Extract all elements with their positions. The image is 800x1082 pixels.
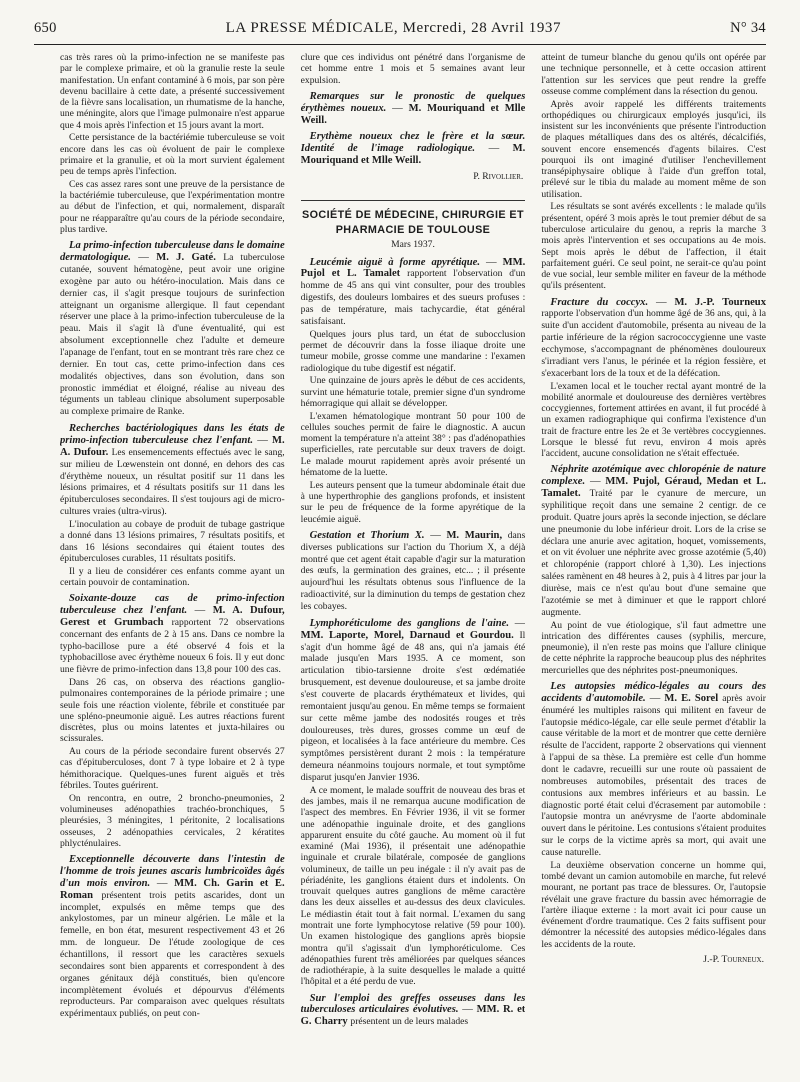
article-heading: Néphrite azotémique avec chloropénie de nature complexe. — MM. Pujol, Géraud, Medan et L. Tamalet. Traité par le cyanure de mercure, un syphilitique reçoit dans une semaine 2 centigr. de ce produit. Quatre jours après la seconde injection, se déclare une pneumonie du lobe inférieur droit. Lors de la crise se déclara une anurie avec agitation, hoquet, vomissements, et on vit évoluer une néphrite avec grosse azotémie (5,40) et chloropénie (rapport chloré à 1,30). Les injections salées ramènent en 48 heures à 2, puis à 4 litres par jour la diurèse, mais ce n'est qu'au bout d'une semaine que l'azotémie se met à diminuer et que le rapport chloré augmente.	[541, 464, 766, 618]
paragraph: Les résultats se sont avérés excellents : le malade qu'ils présentent, opéré 3 mois après le tout premier début de sa tuberculose articulaire du genou, a repris la marche 3 mois après l'intervention et ses occupations au 4e mois. Sept mois après le début de l'affection, il était parfaitement guéri. Ce seul point, ne serait-ce qu'au point de vue social, leur semble militer en faveur de la méthode qu'ils présentent.	[541, 201, 766, 292]
article-text: dans diverses publications sur l'action du Thorium X, a déjà montré que cet agent était capable d'agir sur la maturation des œufs, la germination des graines, etc... ; il présente aujourd'hui les résultats obtenus sous l'influence de la radioactivité, sur la diminution du temps de gestation chez les cobayes.	[300, 529, 526, 612]
article-author: MM. R. et G. Charry	[300, 1004, 526, 1028]
article-title: Lymphoréticulome des ganglions de l'aine.	[309, 617, 509, 629]
paragraph: Ces cas assez rares sont une preuve de la persistance de la bactériémie tuberculeuse, que l'expérimentation montre au début de l'infection, et qui, normalement, disparaît pour ne réapparaître qu'au cours de la période secondaire, plus tardive.	[60, 178, 285, 235]
paragraph: Quelques jours plus tard, un état de subocclusion permet de découvrir dans la fosse iliaque droite une tumeur mobile, grosse comme une mandarine : l'examen radiologique du tube digestif est négatif.	[300, 328, 526, 374]
article-heading: Leucémie aiguë à forme apyrétique. — MM. Pujol et L. Tamalet rapportent l'observation d'un homme de 45 ans qui vint consulter, pour des troubles digestifs, des douleurs lombaires et des sueurs profuses : pas de température, mais tachycardie, état général satisfaisant.	[300, 256, 526, 327]
society-title: SOCIÉTÉ DE MÉDECINE, CHIRURGIE ET PHARMACIE DE TOULOUSE	[301, 200, 526, 237]
article-heading: Sur l'emploi des greffes osseuses dans les tuberculoses articulaires évolutives. — MM. R. et G. Charry présentent un de leurs malades	[300, 992, 526, 1028]
article-title: Les autopsies médico-légales au cours des accidents d'automobile.	[541, 680, 766, 704]
article-text: après avoir énuméré les multiples raisons qui militent en faveur de l'autopsie médico-légale, car elle seule permet d'établir la cause véritable de la mort et de montrer que cette dernière résulte de l'accident, rapporte 2 observations qui viennent à l'appui de sa thèse. La première est celle d'un homme dont le cadavre, recueilli sur une route où passaient de nombreuses automobiles, présentait des traces de contusions aux membres inférieurs et au bassin. Le diagnostic porté était celui d'écrasement par automobile : l'autopsie montra un anévrysme de l'aorte abdominale ouvert dans le péritoine. Les contusions s'étaient produites sur le corps de la victime après sa mort, qui avait une cause naturelle.	[541, 692, 766, 858]
article-heading: La primo-infection tuberculeuse dans le domaine dermatologique. — M. J. Gaté. La tuberculose cutanée, souvent hématogène, peut avoir une origine exogène par auto ou hétéro-inoculation. Mais dans ce dernier cas, il s'agit presque toujours de surinfection atteignant un organisme allergique. Il faut cependant réserver une place à la primo-infection tuberculeuse de la peau. Mais il s'agit là d'une éventualité, qui est absolument exceptionnelle chez l'adulte et demeure l'apanage de l'enfant, tout en se montrant très rare chez ce dernier. En tout cas, cette primo-infection dans ces modalités objectives, dans son évolution, dans son pronostic immédiat et éloigné, réalise au niveau des téguments un tableau clinique absolument superposable au complexe primaire de Ranke.	[60, 240, 285, 418]
signature: J.-P. Tourneux.	[703, 953, 764, 965]
article-author: M. Maurin,	[446, 529, 503, 541]
article-heading: Soixante-douze cas de primo-infection tuberculeuse chez l'enfant. — M. A. Dufour, Gerest et Grumbach rapportent 72 observations concernant des enfants de 2 à 15 ans. Dans ce nombre la typho-bacillose pure a été observé 4 fois et la typhobacillose avec érythème noueux 6 fois. Il y eut donc une fièvre de primo-infection dans 13,8 pour 100 des cas.	[60, 593, 285, 676]
article-heading: Lymphoréticulome des ganglions de l'aine. — MM. Laporte, Morel, Darnaud et Gourdou. Il s'agit d'un homme âgé de 48 ans, qui n'a jamais été malade jusqu'en Mars 1935. A ce moment, son articulation tibio-tarsienne droite s'est œdématiée brusquement, est devenue douloureuse, et sa jambe droite s'est couverte de placards érythémateux et livides, qui remontaient jusqu'au genou. En même temps se formaient sur cette même jambe des nodosités rouges et très douloureuses, très dures, grosses comme un œuf de pigeon, et localisées à la face antérieure du membre. Ces symptômes persistèrent durant 2 mois : la température demeura néanmoins toujours normale, et tout symptôme disparut jusqu'en Janvier 1936.	[300, 617, 526, 783]
article-text: La tuberculose cutanée, souvent hématogène, peut avoir une origine exogène par auto ou hétéro-inoculation. Mais dans ce dernier cas, il s'agit presque toujours de surinfection atteignant un organisme allergique. Il faut cependant réserver une place à la primo-infection tuberculeuse de la peau. Mais il s'agit là d'une éventualité, qui est absolument exceptionnelle chez l'adulte et demeure l'apanage de l'enfant, tout en se montrant très rare chez ce dernier. En tout cas, cette primo-infection dans ces modalités objectives, dans son évolution, dans son pronostic immédiat et éloigné, réalise au niveau des téguments un tableau clinique absolument superposable au complexe primaire de Ranke.	[60, 252, 285, 418]
article-title: Néphrite azotémique avec chloropénie de nature complexe.	[541, 464, 766, 488]
article-author: MM. Laporte, Morel, Darnaud et Gourdou.	[300, 629, 514, 641]
article-author: M. J. Gaté.	[156, 252, 216, 264]
paragraph: Après avoir rappelé les différents traitements orthopédiques ou chirurgicaux employés jusqu'ici, ils insistent sur les inconvénients que présente l'introduction de plaques métalliques dans des os altérés, décalcifiés, souvent encore ensemencés d'agents bilaires. C'est pourquoi ils ont imaginé d'utiliser l'enchevillement transépiphysaire oblique à l'aide d'un greffon total, prélevé sur le tibia du malade au moment même de son utilisation.	[541, 98, 766, 200]
article-author: M. E. Sorel	[664, 692, 719, 704]
article-text: rapportent l'observation d'un homme de 45 ans qui vint consulter, pour des troubles digestifs, des douleurs lombaires et des sueurs profuses : pas de température, mais tachycardie, état général satisfaisant.	[300, 268, 526, 327]
article-heading: Exceptionnelle découverte dans l'intestin de l'homme de trois jeunes ascaris lumbricoïdes âgés d'un mois environ. — MM. Ch. Garin et E. Roman présentent trois petits ascarides, dont un incomplet, expulsés en même temps que des ankylostomes, par un mineur algérien. Le mâle et la femelle, en bon état, mesurent respectivement 43 et 26 mm. de longueur. De l'étude zoologique de ces échantillons, il ressort que les caractères sexuels secondaires sont bien apparents et correspondent à des organes génitaux déjà constitués, bien qu'encore incomplètement évolués et dépourvus d'éléments reproducteurs. Par comparaison avec quelques résultats expérimentaux publiés, on peut con-	[60, 854, 285, 1020]
article-author: M. Mouriquand et Mlle Weill.	[300, 102, 526, 126]
paragraph: Au cours de la période secondaire furent observés 27 cas d'épituberculoses, dont 7 à type lobaire et 2 à type hémithoracique. Quelques-unes furent aiguës et très fébriles. Toutes guérirent.	[60, 746, 285, 792]
article-heading: Remarques sur le pronostic de quelques érythèmes noueux. — M. Mouriquand et Mlle Weill.	[300, 90, 526, 126]
article-author: M. A. Dufour.	[60, 435, 285, 458]
column-2	[301, 52, 526, 1060]
paragraph: Il y a lieu de considérer ces enfants comme ayant un certain pouvoir de contamination.	[60, 565, 285, 588]
article-title: Sur l'emploi des greffes osseuses dans les tuberculoses articulaires évolutives.	[300, 992, 526, 1016]
paragraph: Une quinzaine de jours après le début de ces accidents, survint une hématurie totale, premier signe d'un syndrome hémorragique qui allait se développer.	[300, 375, 526, 409]
article-text: Traité par le cyanure de mercure, un syphilitique reçoit dans une semaine 2 centigr. de ce produit. Quatre jours après la seconde injection, se déclare une pneumonie du lobe inférieur droit. Lors de la crise se déclara une anurie avec agitation, hoquet, vomissements, et on vit évoluer une néphrite avec grosse azotémie (5,40) et chloropénie (rapport chloré à 1,30). Les injections salées ramènent en 48 heures à 2, puis à 4 litres par jour la diurèse, mais ce n'est qu'au bout d'une semaine que l'azotémie se met à diminuer et que le rapport chloré augmente.	[541, 488, 766, 618]
text-columns	[60, 52, 766, 1060]
paragraph: La deuxième observation concerne un homme qui, tombé devant un camion automobile en marche, fut relevé mourant, ne portant pas trace de blessures. Or, l'autopsie révélait une grave fracture du bassin avec hémorragie de l'artère iliaque externe : la mort avait ici pour cause un événement d'ordre traumatique. Ces 2 faits suffisent pour démontrer la nécessité des autopsies médico-légales dans les accidents de la route.	[541, 859, 766, 950]
article-author: M. A. Dufour, Gerest et Grumbach	[60, 604, 285, 628]
article-title: Recherches bactériologiques dans les états de primo-infection tuberculeuse chez l'enfant.	[60, 423, 285, 446]
article-text: Les ensemencements effectués avec le sang, sur milieu de Lœwenstein ont donné, en dehors des cas d'érythème noueux, un résultat positif sur 11 dans les lésions primaires, et 4 résultats positifs sur 11 dans les épituberculoses secondaires. Il s'est toujours agi de micro-cultures vraies (ultra-virus).	[60, 446, 285, 518]
article-heading: Fracture du coccyx. — M. J.-P. Tourneux rapporte l'observation d'un homme âgé de 36 ans, qui, à la suite d'un accident d'automobile, présenta au niveau de la partie inférieure de la région sacrococcygienne une vaste ecchymose, s'accompagnant de phénomènes douloureux s'irradiant vers l'anus, le périnée et la région fessière, et s'exacerbant lors de la toux et de la défécation.	[541, 296, 766, 379]
paragraph: cas très rares où la primo-infection ne se manifeste pas par le complexe primaire, et où la granulie reste la seule manifestation. Un enfant contaminé à 6 mois, par son père devenu bacillaire à cette date, a présenté successivement de la fièvre sans localisation, un rhumatisme de la hanche, une méningite, alors que l'image pulmonaire n'est apparue que 4 mois après l'infection et 15 jours avant la mort.	[60, 52, 285, 131]
society-date: Mars 1937.	[391, 239, 435, 251]
article-heading: Gestation et Thorium X. — M. Maurin, dans diverses publications sur l'action du Thorium X, a déjà montré que cet agent était capable d'agir sur la maturation des œufs, la germination des graines, etc... ; il présente aujourd'hui les résultats obtenus sous l'influence de la radioactivité, sur la diminution du temps de gestation chez les cobayes.	[300, 529, 526, 612]
article-title: Exceptionnelle découverte dans l'intestin de l'homme de trois jeunes ascaris lumbricoïdes âgés d'un mois environ.	[60, 854, 285, 889]
article-title: Leucémie aiguë à forme apyrétique.	[309, 256, 480, 268]
issue-number: N° 34	[730, 20, 766, 36]
paragraph: On rencontra, en outre, 2 broncho-pneumonies, 2 volumineuses adénopathies trachéo-bronchiques, 5 pleurésies, 3 méningites, 1 péritonite, 2 localisations osseuses, 2 adénopathies cervicales, 2 kératites phlycténulaires.	[60, 792, 285, 849]
article-heading: Recherches bactériologiques dans les états de primo-infection tuberculeuse chez l'enfant. — M. A. Dufour. Les ensemencements effectués avec le sang, sur milieu de Lœwenstein ont donné, en dehors des cas d'érythème noueux, un résultat positif sur 11 dans les lésions primaires, et 4 résultats positifs sur 11 dans les épituberculoses secondaires. Il s'est toujours agi de micro-cultures vraies (ultra-virus).	[60, 423, 285, 518]
page-number: 650	[34, 20, 57, 36]
article-title: Soixante-douze cas de primo-infection tuberculeuse chez l'enfant.	[60, 593, 285, 616]
article-text: présentent un de leurs malades	[350, 1016, 469, 1028]
article-title: Remarques sur le pronostic de quelques érythèmes noueux.	[300, 90, 526, 114]
article-author: M. J.-P. Tourneux	[674, 296, 766, 308]
article-text: rapporte l'observation d'un homme âgé de 36 ans, qui, à la suite d'un accident d'automobile, présenta au niveau de la partie inférieure de la région sacrococcygienne une vaste ecchymose, s'accompagnant de phénomènes douloureux s'irradiant vers l'anus, le périnée et la région fessière, et s'exacerbant lors de la toux et de la défécation.	[541, 308, 766, 379]
paragraph: atteint de tumeur blanche du genou qu'ils ont opérée par une technique personnelle, et à cette occasion attirent l'attention sur les services que peut rendre la greffe osseuse comme complément dans la résection du genou.	[541, 52, 766, 97]
running-head	[34, 20, 766, 37]
article-heading: Les autopsies médico-légales au cours des accidents d'automobile. — M. E. Sorel après avoir énuméré les multiples raisons qui militent en faveur de l'autopsie médico-légale, car elle seule permet d'établir la cause véritable de la mort et de montrer que cette dernière résulte de l'accident, rapporte 2 observations qui viennent à l'appui de sa thèse. La première est celle d'un homme dont le cadavre, recueilli sur une route où passaient de nombreuses automobiles, présentait des traces de contusions aux membres inférieurs et au bassin. Le diagnostic porté était celui d'écrasement par automobile : l'autopsie montra un anévrysme de l'aorte abdominale ouvert dans le péritoine. Les contusions s'étaient produites sur le corps de la victime après sa mort, qui avait une cause naturelle.	[541, 680, 766, 858]
paragraph: L'examen local et le toucher rectal ayant montré de la mobilité anormale et douloureuse des dernières vertèbres coccygiennes, fortement attirées en avant, il fut procédé à un examen radiographique qui confirma l'existence d'un trait de fracture entre les 2e et 3e vertèbres coccygiennes. Lorsque le blessé fut revu, environ 4 mois après l'accident, aucune consolidation ne s'était effectuée.	[541, 380, 766, 460]
column-3	[541, 52, 766, 1060]
article-author: MM. Ch. Garin et E. Roman	[60, 877, 285, 901]
paragraph: L'inoculation au cobaye de produit de tubage gastrique a donné dans 13 lésions primaires, 7 résultats positifs, et dans 16 lésions secondaires qui étaient toutes des épituberculoses curables, 11 résultats positifs.	[60, 519, 285, 564]
paragraph: Dans 26 cas, on observa des réactions ganglio-pulmonaires contemporaines de la période primaire ; une seule fois une réaction violente, fébrile et constituée par une spléno-pneumonie aiguë. Les autres réactions furent discrètes, plus ou moins latentes et juxta-hilaires ou scissurales.	[60, 677, 285, 745]
article-text: rapportent 72 observations concernant des enfants de 2 à 15 ans. Dans ce nombre la typho-bacillose pure a été observé 4 fois et la typhobacillose avec érythème noueux 6 fois. Il y eut donc une fièvre de primo-infection dans 13,8 pour 100 des cas.	[60, 616, 285, 676]
signature: P. Rivollier.	[473, 170, 524, 182]
article-text: Il s'agit d'un homme âgé de 48 ans, qui n'a jamais été malade jusqu'en Mars 1935. A ce moment, son articulation tibio-tarsienne droite s'est œdématiée brusquement, est devenue douloureuse, et sa jambe droite s'est couverte de placards érythémateux et livides, qui remontaient jusqu'au genou. En même temps se formaient sur cette même jambe des nodosités rouges et très douloureuses, très dures, grosses comme un œuf de pigeon, et localisées à la face antérieure du membre. Ces symptômes persistèrent durant 2 mois : la température demeura néanmoins toujours normale, et tout symptôme disparut jusqu'en Janvier 1936.	[300, 629, 526, 783]
article-title: Fracture du coccyx.	[550, 296, 649, 308]
article-title: Gestation et Thorium X.	[309, 529, 425, 541]
journal-title: LA PRESSE MÉDICALE, Mercredi, 28 Avril 1937	[225, 20, 562, 36]
article-author: M. Mouriquand et Mlle Weill.	[300, 143, 526, 167]
article-author: MM. Pujol et L. Tamalet	[300, 256, 526, 280]
paragraph: Cette persistance de la bactériémie tuberculeuse se voit encore dans les cas où évoluent de pair le complexe primaire et la granulie, et où la mort survient également peu de temps après l'infection.	[60, 132, 285, 178]
paragraph: A ce moment, le malade souffrit de nouveau des bras et des jambes, mais il ne remarqua aucune modification de l'aspect des membres. En Février 1936, il vit se former une adénopathie inguinale droite, et des ganglions apparurent ensuite du côté gauche. Au moment où il fut examiné (Mai 1936), il présentait une adénopathie inguinale et crurale bilatérale, composée de ganglions volumineux, de taille un peu inégale : il n'y avait pas de périadénite, les ganglions étaient durs et indolents. On trouvait quelques autres ganglions de même caractère dans les deux aisselles et au-dessus des deux clavicules. Le médiastin était tout à fait normal. L'examen du sang montrait une forte lymphocytose relative (59 pour 100). Un examen histologique des ganglions après biopsie montra qu'il s'agissait d'un lymphoréticulome. Ces adénopathies furent très améliorées par quelques séances de radiothérapie, à la suite desquelles le malade a quitté l'hôpital et a été perdu de vue.	[300, 784, 526, 988]
paragraph: Les auteurs pensent que la tumeur abdominale était due à une hyperthrophie des ganglions profonds, et insistent sur le peu de fréquence de la forme apyrétique de la leucémie aiguë.	[300, 479, 526, 525]
article-title: La primo-infection tuberculeuse dans le domaine dermatologique.	[60, 240, 285, 264]
article-text: présentent trois petits ascarides, dont un incomplet, expulsés en même temps que des ankylostomes, par un mineur algérien. Le mâle et la femelle, en bon état, mesurent respectivement 43 et 26 mm. de longueur. De l'étude zoologique de ces échantillons, il ressort que les caractères sexuels secondaires sont bien apparents et correspondent à des organes génitaux déjà constitués, bien qu'encore incomplètement évolués et dépourvus d'éléments reproducteurs. Par comparaison avec quelques résultats expérimentaux publiés, on peut con-	[60, 889, 285, 1020]
article-title: Erythème noueux chez le frère et la sœur. Identité de l'image radiologique.	[300, 131, 526, 155]
article-author: MM. Pujol, Géraud, Medan et L. Tamalet.	[541, 476, 766, 500]
paragraph: L'examen hématologique montrant 50 pour 100 de cellules souches permit de faire le diagnostic. A aucun moment la température n'a atteint 38° : pas d'adénopathies superficielles, rate percutable sur deux travers de doigt. Le malade mourut rapidement après avoir présenté un hématome de la luette.	[300, 410, 526, 478]
paragraph: clure que ces individus ont pénétré dans l'organisme de cet homme entre 1 mois et 5 semaines avant leur expulsion.	[300, 52, 526, 86]
article-heading: Erythème noueux chez le frère et la sœur. Identité de l'image radiologique. — M. Mouriquand et Mlle Weill.	[300, 131, 526, 167]
column-1	[60, 52, 285, 1060]
paragraph: Au point de vue étiologique, s'il faut admettre une intrication des différentes causes (syphilis, mercure, pneumonie), il n'en reste pas moins que l'allure clinique de cette néphrite la rapproche beaucoup plus des néphrites mercurielles que des néphrites post-pneumoniques.	[541, 619, 766, 676]
header-rule	[34, 44, 766, 45]
